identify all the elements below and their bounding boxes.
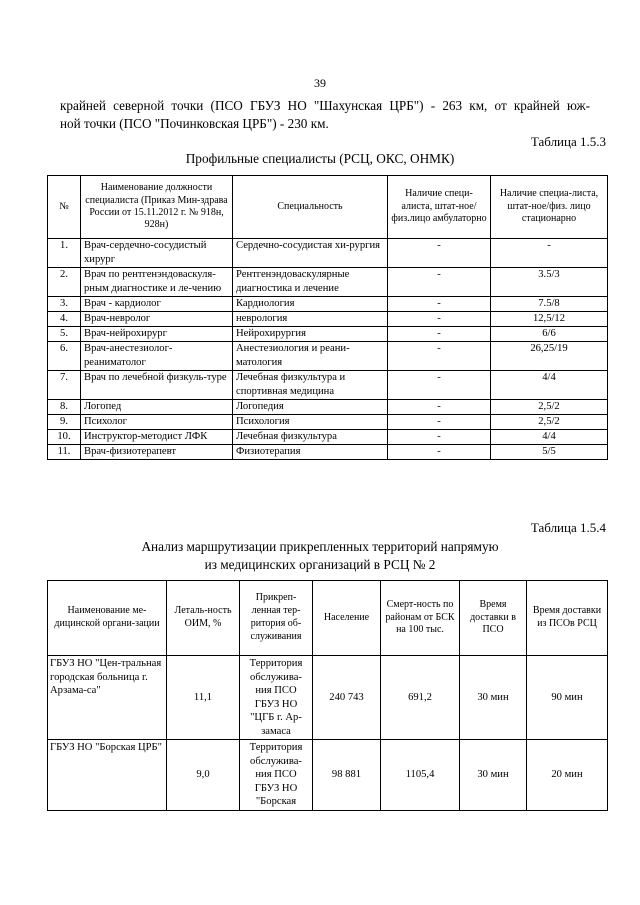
table-row (48, 342, 608, 371)
column-header: № (48, 176, 81, 239)
bsk-mortality-cell: 1105,4 (381, 740, 460, 811)
position-cell: Врач по лечебной физкуль-туре (81, 371, 233, 400)
table1-caption: Таблица 1.5.3 (530, 134, 606, 149)
page-number: 39 (314, 76, 326, 90)
inpatient-cell: 26,25/19 (491, 342, 608, 371)
table-row (48, 239, 608, 268)
specialty-cell: Сердечно-сосудистая хи-рургия (233, 239, 388, 268)
territory-cell: Территория обслужива-ния ПСО ГБУЗ НО "ЦГБ г. Ар-замаса (240, 656, 313, 740)
specialty-cell: Физиотерапия (233, 445, 388, 460)
specialty-cell: Кардиология (233, 297, 388, 312)
column-header: Прикреп-ленная тер-ритория об-служивания (240, 581, 313, 656)
routing-table (47, 580, 608, 811)
table-row (48, 268, 608, 297)
outpatient-cell: - (388, 297, 491, 312)
outpatient-cell: - (388, 400, 491, 415)
position-cell: Врач-физиотерапевт (81, 445, 233, 460)
outpatient-cell: - (388, 445, 491, 460)
row-number: 8. (48, 400, 81, 415)
column-header: Наличие специа-листа, штат-ное/физ. лицо стационарно (491, 176, 608, 239)
table-row (48, 656, 608, 740)
inpatient-cell: 3.5/3 (491, 268, 608, 297)
table-header-row (48, 581, 608, 656)
specialty-cell: Нейрохирургия (233, 327, 388, 342)
column-header: Специальность (233, 176, 388, 239)
inpatient-cell: 4/4 (491, 371, 608, 400)
outpatient-cell: - (388, 268, 491, 297)
row-number: 2. (48, 268, 81, 297)
column-header: Леталь-ность ОИМ, % (167, 581, 240, 656)
table-row (48, 371, 608, 400)
specialty-cell: Лечебная физкультура (233, 430, 388, 445)
specialty-cell: Лечебная физкультура и спортивная медицина (233, 371, 388, 400)
inpatient-cell: 4/4 (491, 430, 608, 445)
outpatient-cell: - (388, 342, 491, 371)
bsk-mortality-cell: 691,2 (381, 656, 460, 740)
position-cell: Врач-невролог (81, 312, 233, 327)
outpatient-cell: - (388, 430, 491, 445)
outpatient-cell: - (388, 239, 491, 268)
inpatient-cell: 6/6 (491, 327, 608, 342)
table1-title: Профильные специалисты (РСЦ, ОКС, ОНМК) (185, 151, 455, 166)
specialty-cell: Анестезиология и реани-матология (233, 342, 388, 371)
intro-line: ной точки (ПСО "Починковская ЦРБ") - 230 км. (60, 116, 329, 131)
population-cell: 98 881 (313, 740, 381, 811)
mortality-cell: 9,0 (167, 740, 240, 811)
inpatient-cell: - (491, 239, 608, 268)
row-number: 10. (48, 430, 81, 445)
delivery-to-rsc-cell: 20 мин (527, 740, 608, 811)
inpatient-cell: 7.5/8 (491, 297, 608, 312)
row-number: 5. (48, 327, 81, 342)
position-cell: Врач-анестезиолог-реаниматолог (81, 342, 233, 371)
intro-paragraph (60, 97, 590, 133)
row-number: 6. (48, 342, 81, 371)
outpatient-cell: - (388, 312, 491, 327)
column-header: Время доставки в ПСО (460, 581, 527, 656)
inpatient-cell: 12,5/12 (491, 312, 608, 327)
specialty-cell: Логопедия (233, 400, 388, 415)
specialty-cell: Психология (233, 415, 388, 430)
row-number: 11. (48, 445, 81, 460)
row-number: 9. (48, 415, 81, 430)
row-number: 1. (48, 239, 81, 268)
position-cell: Врач-сердечно-сосудистый хирург (81, 239, 233, 268)
column-header: Население (313, 581, 381, 656)
inpatient-cell: 2,5/2 (491, 400, 608, 415)
delivery-to-pso-cell: 30 мин (460, 656, 527, 740)
mortality-cell: 11,1 (167, 656, 240, 740)
outpatient-cell: - (388, 327, 491, 342)
table-row (48, 297, 608, 312)
inpatient-cell: 5/5 (491, 445, 608, 460)
inpatient-cell: 2,5/2 (491, 415, 608, 430)
row-number: 7. (48, 371, 81, 400)
row-number: 3. (48, 297, 81, 312)
intro-line: крайней северной точки (ПСО ГБУЗ НО "Шахунская ЦРБ") - 263 км, от крайней юж- (60, 98, 590, 113)
specialty-cell: неврология (233, 312, 388, 327)
position-cell: Врач-нейрохирург (81, 327, 233, 342)
position-cell: Психолог (81, 415, 233, 430)
delivery-to-rsc-cell: 90 мин (527, 656, 608, 740)
position-cell: Инструктор-методист ЛФК (81, 430, 233, 445)
table-row (48, 327, 608, 342)
column-header: Время доставки из ПСОв РСЦ (527, 581, 608, 656)
table-header-row (48, 176, 608, 239)
table-row (48, 400, 608, 415)
outpatient-cell: - (388, 371, 491, 400)
table-row (48, 415, 608, 430)
column-header: Наименование ме-дицинской органи-зации (48, 581, 167, 656)
outpatient-cell: - (388, 415, 491, 430)
table-row (48, 312, 608, 327)
table-row (48, 445, 608, 460)
table-row (48, 740, 608, 811)
position-cell: Врач по рентгенэндоваскуля-рным диагностике и ле-чению (81, 268, 233, 297)
org-cell: ГБУЗ НО "Борская ЦРБ" (48, 740, 167, 811)
column-header: Наименование должности специалиста (Приказ Мин-здрава России от 15.11.2012 г. № 918н, 928н) (81, 176, 233, 239)
row-number: 4. (48, 312, 81, 327)
delivery-to-pso-cell: 30 мин (460, 740, 527, 811)
position-cell: Врач - кардиолог (81, 297, 233, 312)
org-cell: ГБУЗ НО "Цен-тральная городская больница г. Арзама-са" (48, 656, 167, 740)
table2-title-line2: из медицинских организаций в РСЦ № 2 (204, 557, 436, 572)
table2-caption: Таблица 1.5.4 (530, 520, 606, 535)
population-cell: 240 743 (313, 656, 381, 740)
position-cell: Логопед (81, 400, 233, 415)
specialists-table (47, 175, 608, 460)
table2-title-line1: Анализ маршрутизации прикрепленных территорий напрямую (141, 539, 499, 554)
column-header: Наличие специ-алиста, штат-ное/физ.лицо амбулаторно (388, 176, 491, 239)
territory-cell: Территория обслужива-ния ПСО ГБУЗ НО "Борская (240, 740, 313, 811)
table-row (48, 430, 608, 445)
specialty-cell: Рентгенэндоваскулярные диагностика и лечение (233, 268, 388, 297)
column-header: Смерт-ность по районам от БСК на 100 тыс. (381, 581, 460, 656)
